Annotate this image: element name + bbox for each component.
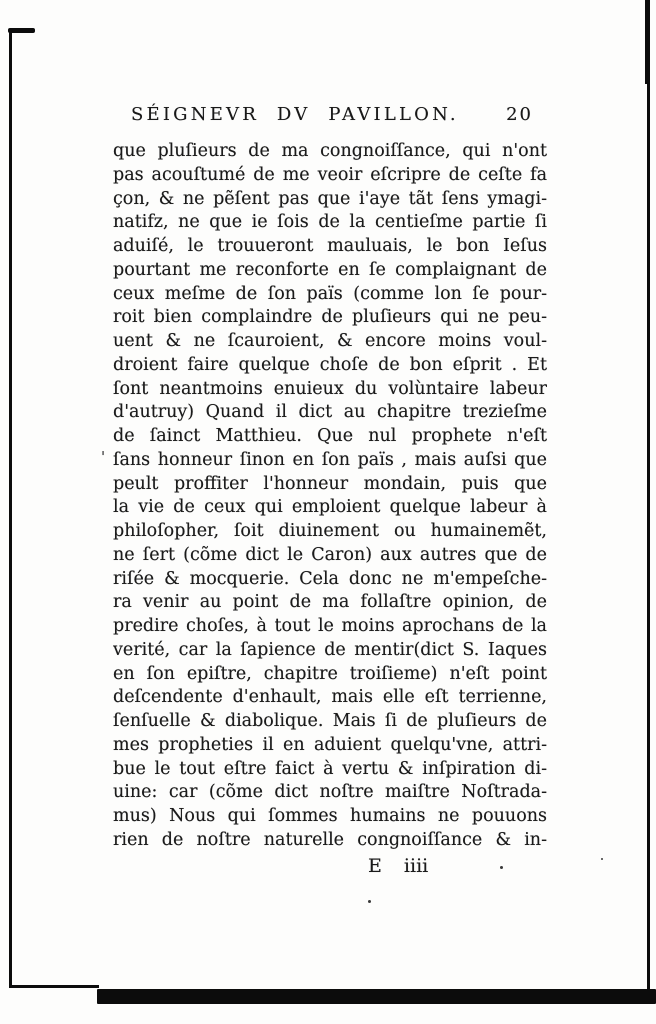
scan-edge-dash-topleft [8, 28, 35, 33]
text-line: rien de noſtre naturelle congnoiſſance & in- [113, 829, 547, 850]
text-line: ceux meſme de ſon païs (comme lon ſe pour- [113, 283, 547, 304]
scan-speck [368, 900, 371, 903]
text-line: roit bien complaindre de pluſieurs qui ne peu- [113, 307, 547, 328]
running-title: SÉIGNEVR DV PAVILLON. [131, 104, 459, 125]
text-line: pourtant me reconforte en ſe complaignant de [113, 259, 547, 280]
text-line: droient faire quelque choſe de bon eſprit . Et [113, 354, 547, 375]
text-line: deſcendente d'enhault, mais elle eſt terrienne, [113, 687, 547, 708]
text-line: ra venir au point de ma follaſtre opinion, de [113, 592, 547, 613]
text-line: predire choſes, à tout le moins aprochans de la [113, 616, 547, 636]
page-number: 20 [506, 104, 533, 125]
text-line: ſans honneur ſinon en ſon païs , mais auſsi que [113, 449, 547, 470]
text-line: de ſainct Matthieu. Que nul prophete n'eſt [113, 426, 547, 446]
text-line: pas acouſtumé de me veoir eſcripre de ceſte fa [113, 164, 547, 185]
text-line: mes propheties il en aduient quelqu'vne, attri- [113, 734, 547, 755]
text-line: uine: car (cõme dict noſtre maiſtre Noſtrada- [113, 782, 547, 803]
text-line: çon, & ne pẽſent pas que i'aye tãt ſens ymagi- [113, 188, 547, 209]
text-line: mus) Nous qui ſommes humains ne pouuons [113, 806, 547, 826]
text-line: verité, car la ſapience de mentir(dict S. Iaques [113, 639, 547, 660]
scan-edge-bar-bottom [97, 989, 656, 1004]
text-line: aduiſé, le trouueront mauluais, le bon Ieſus [113, 236, 547, 256]
margin-stray-mark: ' [101, 448, 106, 466]
text-line: peult proffiter l'honneur mondain, puis que [113, 473, 547, 494]
text-line: philoſopher, ſoit diuinement ou humainemẽt, [113, 521, 547, 541]
scan-speck [601, 858, 603, 860]
page-header [113, 104, 547, 130]
text-line: riſée & mocquerie. Cela donc ne m'empeſche- [113, 568, 547, 589]
text-line: ſenſuelle & diabolique. Mais ſi de pluſieurs de [113, 711, 547, 731]
text-block [113, 140, 547, 853]
scan-edge-line-right [647, 0, 650, 1004]
text-line: bue le tout eſtre faict à vertu & inſpiration di- [113, 758, 547, 779]
scan-edge-line-left [9, 31, 12, 988]
signature-mark: E iiii [368, 855, 429, 877]
text-line: natifz, ne que ie ſois de la centieſme partie ſi [113, 212, 547, 233]
scan-edge-line-bottomleft [9, 985, 99, 988]
scan-speck [500, 866, 503, 869]
text-line: la vie de ceux qui emploient quelque labeur à [113, 497, 547, 518]
text-line: que pluſieurs de ma congnoiſſance, qui n'ont [113, 141, 547, 161]
text-line: d'autruy) Quand il dict au chapitre trezieſme [113, 402, 547, 423]
text-line: ne ſert (cõme dict le Caron) aux autres que de [113, 544, 547, 565]
text-line: en ſon epiſtre, chapitre troiſieme) n'eſt point [113, 663, 547, 684]
text-line: ſont neantmoins enuieux du volùntaire labeur [113, 378, 547, 399]
scan-edge-line-right-top [645, 0, 650, 84]
text-line: uent & ne ſcauroient, & encore moins voul- [113, 331, 547, 351]
